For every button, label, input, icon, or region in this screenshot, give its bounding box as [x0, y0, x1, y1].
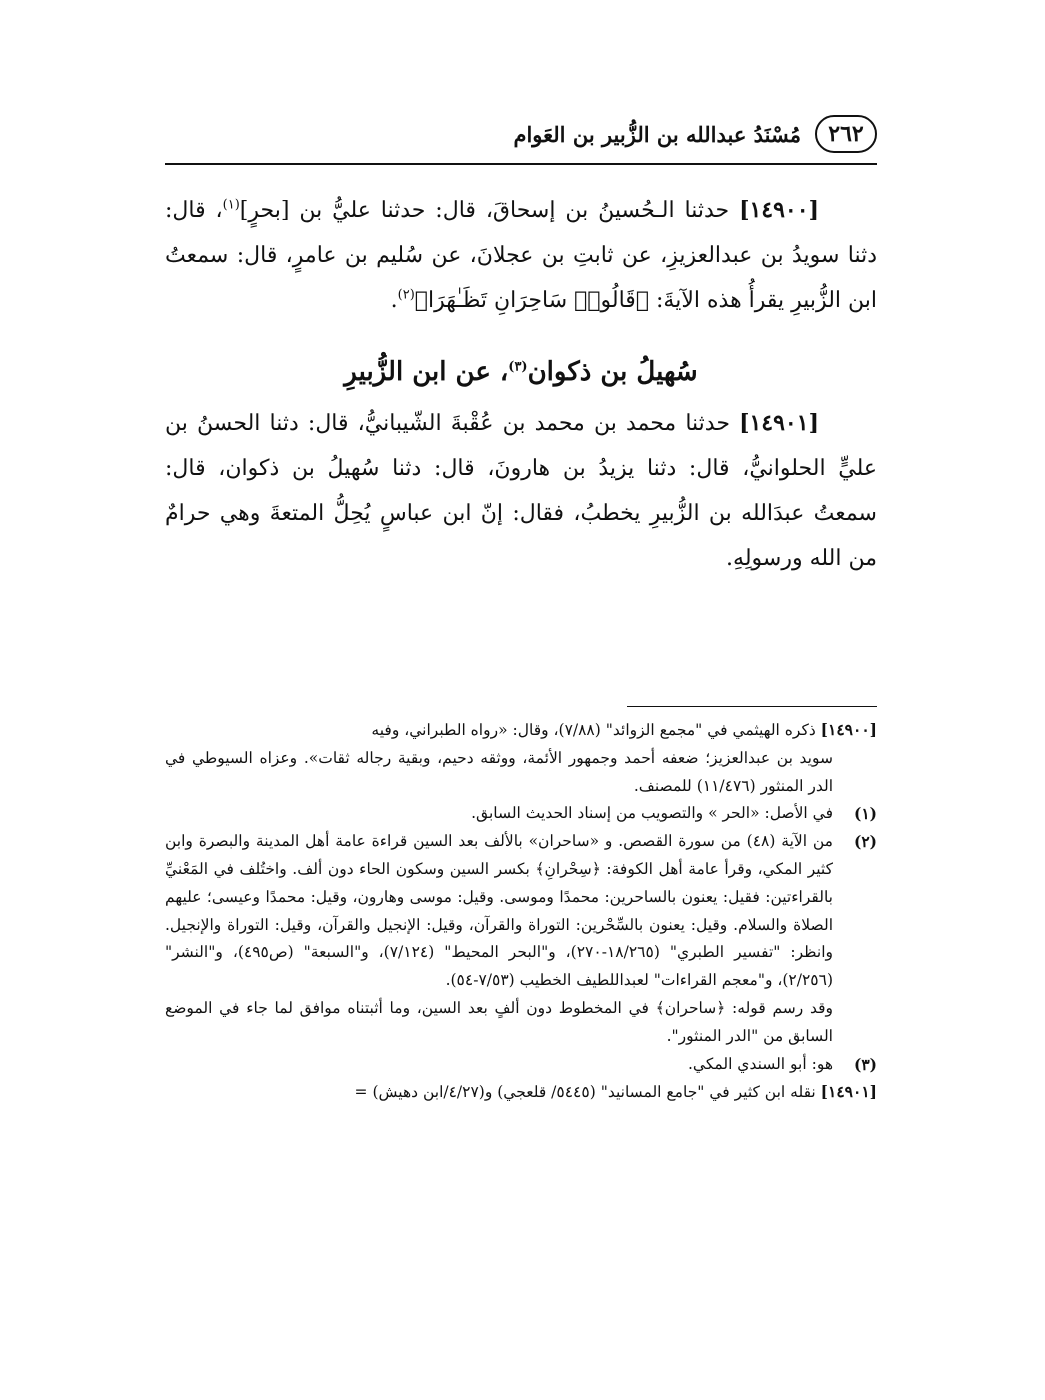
footnote-14900: [165, 716, 877, 745]
footnote-mark: (١): [853, 804, 877, 824]
footnote-text: ذكره الهيثمي في "مجمع الزوائد" (٧/٨٨)، وقال: «رواه الطبراني، وفيه: [371, 721, 821, 739]
page-number: ٢٦٢: [815, 115, 877, 153]
footnote-marker-3: (٣): [508, 359, 528, 375]
hadith-14901: [165, 401, 877, 581]
footnote-text: من الآية (٤٨) من سورة القصص. و «ساحران» بالألف بعد السين قراءة عامة أهل المدينة والبصرة وابن كثير المكي، وقرأ عامة أهل الكوفة: ﴿سِحْرانِ﴾ بكسر السين وسكون الحاء دون ألف. واختُلف في المَعْنيِّ بالقراءتين: فقيل: يعنون بالساحرين: محمدًا وموسى. وقيل: موسى وهارون، وقيل: محمدًا وعيسى؛ عليهم الصلاة والسلام. وقيل: يعنون بالسِّحْرين: التوراة والقرآن، وقيل: الإنجيل والقرآن، وقيل: التوراة والإنجيل. وانظر: "تفسير الطبري" (١٨/٢٦٥-٢٧٠)، و"البحر المحيط" (٧/١٢٤)، و"السبعة" (ص٤٩٥)، و"النشر" (٢/٢٥٦)، و"معجم القراءات" لعبداللطيف الخطيب (٧/٥٣-٥٤).: [165, 832, 833, 990]
hadith-number: [١٤٩٠٠]: [739, 197, 819, 223]
footnote-3: [165, 1051, 877, 1079]
footnote-text: نقله ابن كثير في "جامع المسانيد" (٥٤٤٥/ قلعجي) و(٤/٢٧/ابن دهيش) =: [354, 1083, 821, 1102]
footnote-2: [165, 828, 877, 995]
running-header: [165, 112, 877, 156]
hadith-14900: [165, 188, 877, 323]
footnote-ref: [١٤٩٠١]: [820, 1082, 877, 1102]
hadith-text: .: [390, 288, 398, 313]
running-title: مُسْنَدُ عبدالله بن الزُّبير بن العَوام: [513, 121, 801, 147]
footnote-14901: [165, 1078, 877, 1107]
footnotes: [165, 716, 877, 1107]
footnote-1: [165, 800, 877, 828]
footnote-text: في الأصل: «الحر » والتصويب من إسناد الحديث السابق.: [471, 804, 833, 823]
footnote-text: هو: أبو السندي المكي.: [687, 1054, 833, 1073]
section-title: سُهيلُ بن ذكوان: [527, 357, 698, 387]
footnote-marker-1: (١): [222, 197, 240, 213]
hadith-text: ، قال: دثنا سويدُ بن عبدالعزيزِ، عن ثابتِ بن عجلانَ، عن سُليم بن عامرٍ، قال: سمعتُ ابن الزُّبيرِ يقرأُ هذه الآيةَ: ﴿قَالُوا۟ سَاحِرَانِ تَظَـٰهَرَا﴾: [165, 198, 877, 313]
header-divider: [165, 163, 877, 165]
footnote-mark: (٢): [853, 832, 877, 852]
hadith-number: [١٤٩٠١]: [739, 410, 819, 436]
footnote-marker-2: (٢): [397, 287, 415, 303]
footnote-divider: [627, 706, 877, 707]
footnote-14900-cont: سويد بن عبدالعزيز؛ ضعفه أحمد وجمهور الأئمة، ووثقه دحيم، وبقية رجاله ثقات». وعزاه السيوطي في الدر المنثور (١١/٤٧٦) للمصنف.: [165, 748, 833, 795]
main-text: [165, 188, 877, 581]
section-title: ، عن ابن الزُّبيرِ: [344, 357, 509, 387]
footnote-ref: [١٤٩٠٠]: [820, 720, 877, 739]
footnote-mark: (٣): [853, 1054, 877, 1074]
footnote-2-cont: وقد رسم قوله: ﴿ساحران﴾ في المخطوط دون ألفٍ بعد السين، وما أثبتناه موافق لما جاء في الموضع السابق من "الدر المنثور".: [165, 998, 833, 1045]
hadith-text: حدثنا محمد بن محمد بن عُقْبةَ الشّيبانيُّ، قال: دثنا الحسنُ بن عليٍّ الحلوانيُّ، قال: دثنا يزيدُ بن هارونَ، قال: دثنا سُهيلُ بن ذكوان، قال: سمعتُ عبدَالله بن الزُّبيرِ يخطبُ، فقال: إنّ ابن عباسٍ يُحِلُّ المتعةَ وهي حرامٌ من الله ورسولِهِ.: [165, 411, 877, 571]
section-heading: [165, 347, 877, 397]
hadith-text: حدثنا الـحُسينُ بن إسحاقَ، قال: حدثنا عليُّ بن [بحرٍ]: [239, 198, 740, 223]
